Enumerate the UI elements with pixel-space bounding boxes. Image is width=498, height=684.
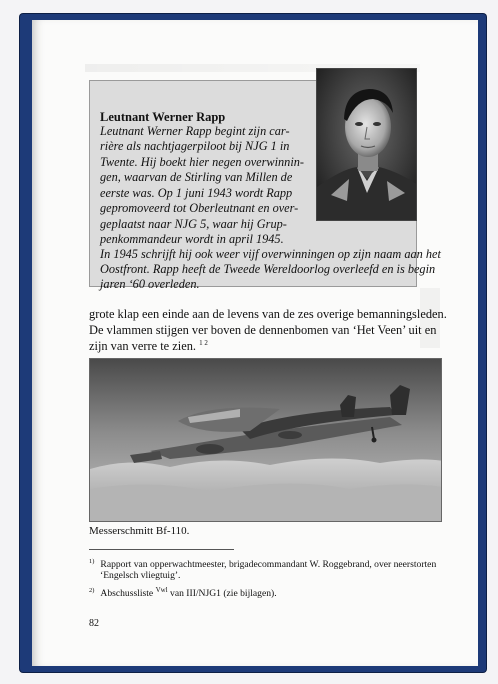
bio-text-line: penkommandeur wordt in april 1945. [100, 232, 284, 246]
footnote-text: Abschussliste [100, 588, 156, 600]
body-text-line: grote klap een einde aan de levens van de zes overige bemanningsleden. [89, 307, 447, 321]
bio-text-line: Twente. Hij boekt hier negen overwinnin- [100, 155, 304, 169]
footnote-divider [89, 549, 234, 550]
bio-text-line: geplaatst naar NJG 5, waar hij Grup- [100, 217, 287, 231]
bio-text-line: Leutnant Werner Rapp begint zijn car- [100, 124, 290, 138]
aircraft-photo [89, 358, 442, 522]
bio-text-line: rière als nachtjagerpiloot bij NJG 1 in [100, 139, 290, 153]
footnote-1 [89, 556, 436, 571]
footnote-marker: 1) [89, 558, 95, 565]
bio-text-fragment: In [100, 247, 111, 261]
bio-text-line: gepromoveerd tot Oberleutnant en over- [100, 201, 299, 215]
body-text-line [89, 339, 208, 354]
body-text-line: De vlammen stijgen ver boven de dennenbomen van ‘Het Veen’ uit en [89, 323, 437, 337]
bio-text-line: gen, waarvan de Stirling van Millen de [100, 170, 293, 184]
photo-caption: Messerschmitt Bf-110. [89, 525, 190, 537]
bio-heading: Leutnant Werner Rapp [100, 110, 226, 124]
bio-text-line: eerste was. Op 1 juni 1943 wordt Rapp [100, 186, 293, 200]
footnote-superscript: Vwl [155, 586, 168, 594]
footnote-reference: 1 2 [199, 339, 208, 347]
bio-text-line: jaren ‘60 overleden. [100, 277, 200, 291]
footnote-marker: 2) [89, 587, 95, 594]
footnote-1-continuation: ‘Engelsch vliegtuig’. [100, 570, 181, 581]
page-number: 82 [89, 618, 99, 629]
footnote-text: Rapport van opperwachtmeester, brigadecommandant W. Roggebrand, over neerstorten [100, 559, 437, 571]
bio-text-fragment: 1945 schrijft hij ook weer vijf overwinningen op zijn naam aan het [113, 247, 441, 261]
portrait-photo [316, 68, 417, 221]
footnote-text: van III/NJG1 (zie bijlagen). [167, 588, 277, 600]
body-text-fragment: zijn van verre te zien. [89, 339, 196, 354]
footnote-2 [89, 584, 277, 600]
bio-text-line [100, 247, 441, 262]
bio-text-line: Oostfront. Rapp heeft de Tweede Wereldoorlog overleefd en is begin [100, 262, 436, 276]
